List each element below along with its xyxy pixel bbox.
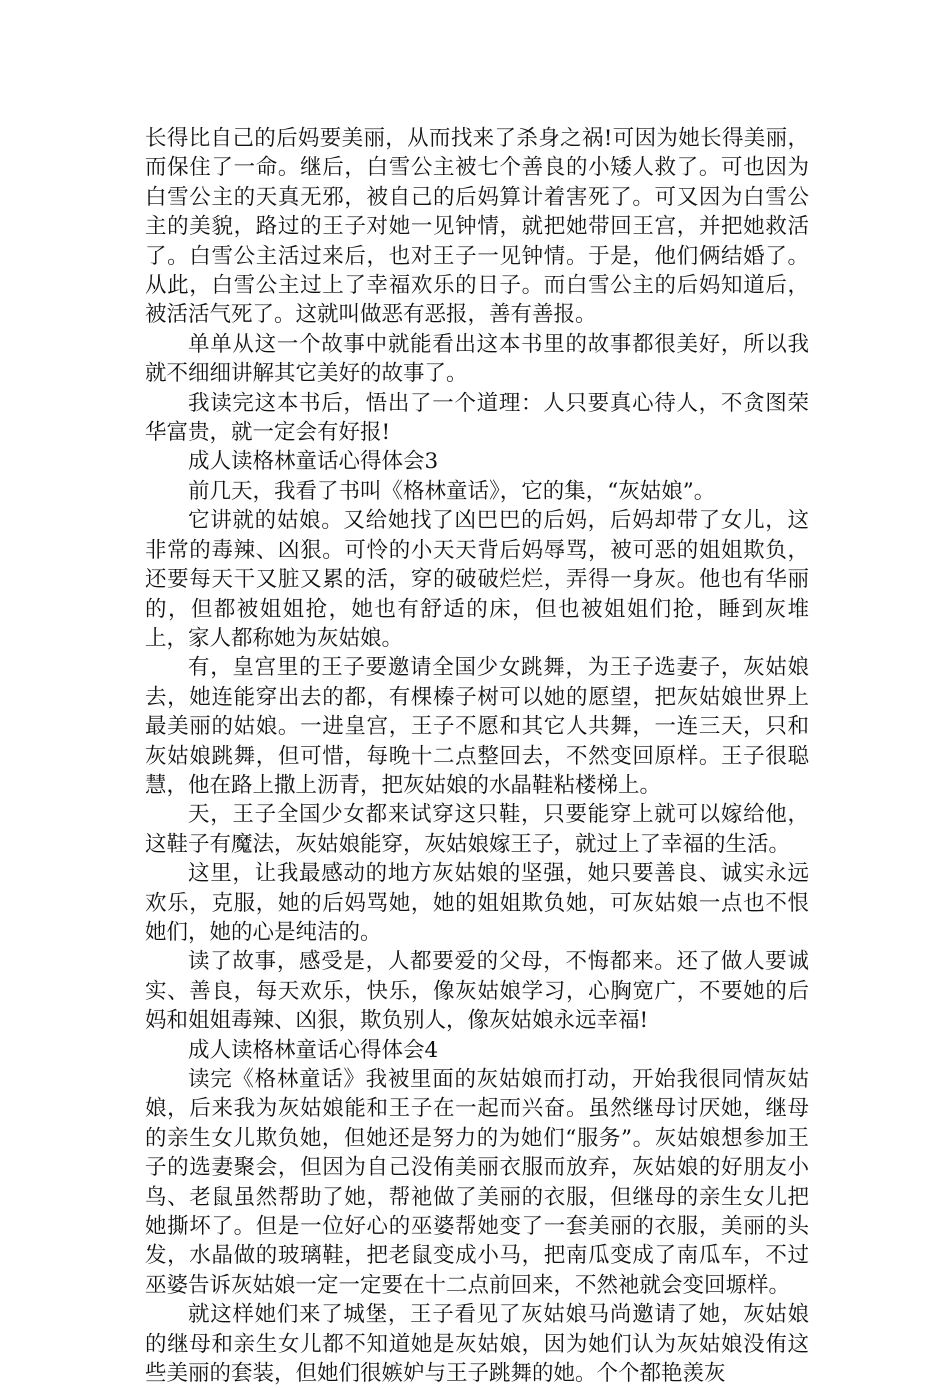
document-page xyxy=(145,124,809,1388)
paragraph-cinderella-castle: 就这样她们来了城堡，王子看见了灰姑娘马尚邀请了她，灰姑娘的继母和亲生女儿都不知道她是灰姑娘，因为她们认为灰姑娘没侑这些美丽的套装，但她们很嫉妒与王子跳舞的她。个个都艳羡灰 xyxy=(145,1302,809,1387)
paragraph-snow-white-summary: 长得比自己的后妈要美丽，从而找来了杀身之祸!可因为她长得美丽，而保住了一命。继后，白雪公主被七个善良的小矮人救了。可也因为白雪公主的天真无邪，被自己的后妈算计着害死了。可又因为白雪公主的美貌，路过的王子对她一见钟情，就把她带回王宫，并把她救活了。白雪公主活过来后，也对王子一见钟情。于是，他们俩结婚了。从此，白雪公主过上了幸福欢乐的日子。而白雪公主的后妈知道后，被活活气死了。这就叫做恶有恶报，善有善报。 xyxy=(145,126,809,328)
section-heading-4: 成人读格林童话心得体会4 xyxy=(188,1037,439,1063)
paragraph-cinderella-feeling: 读了故事，感受是，人都要爱的父母，不悔都来。还了做人要诚实、善良，每天欢乐，快乐，像灰姑娘学习，心胸宽广，不要她的后妈和姐姐毒辣、凶狠，欺负别人，像灰姑娘永远幸福! xyxy=(145,949,809,1034)
section-heading-3: 成人读格林童话心得体会3 xyxy=(188,449,439,475)
paragraph-cinderella-strength: 这里，让我最感动的地方灰姑娘的坚强，她只要善良、诚实永远欢乐，克服，她的后妈骂她，她的姐姐欺负她，可灰姑娘一点也不恨她们，她的心是纯洁的。 xyxy=(145,861,809,945)
paragraph-cinderella-shoe: 天，王子全国少女都来试穿这只鞋，只要能穿上就可以嫁给他，这鞋子有魔法，灰姑娘能穿，灰姑娘嫁王子，就过上了幸福的生活。 xyxy=(145,802,809,857)
paragraph-stories-beautiful: 单单从这一个故事中就能看出这本书里的故事都很美好，所以我就不细细讲解其它美好的故事了。 xyxy=(145,331,809,387)
paragraph-cinderella-intro: 前几天，我看了书叫《格林童话》，它的集，“灰姑娘”。 xyxy=(188,478,716,504)
paragraph-lesson-learned: 我读完这本书后，悟出了一个道理：人只要真心待人，不贪图荣华富贵，就一定会有好报! xyxy=(145,390,809,446)
paragraph-cinderella-ball: 有，皇宫里的王子要邀请全国少女跳舞，为王子选妻子，灰姑娘去，她连能穿出去的都，有棵榛子树可以她的愿望，把灰姑娘世界上最美丽的姑娘。一进皇宫，王子不愿和其它人共舞，一连三天，只和灰姑娘跳舞，但可惜，每晚十二点整回去，不然变回原样。王子很聪慧，他在路上撒上沥青，把灰姑娘的水晶鞋粘楼梯上。 xyxy=(145,655,809,798)
paragraph-cinderella-stepmother: 它讲就的姑娘。又给她找了凶巴巴的后妈，后妈却带了女儿，这非常的毒辣、凶狠。可怜的小天天背后妈辱骂，被可恶的姐姐欺负，还要每天干又脏又累的活，穿的破破烂烂，弄得一身灰。他也有华丽的，但都被姐姐抢，她也有舒适的床，但也被姐姐们抢，睡到灰堆上，家人都称她为灰姑娘。 xyxy=(145,508,809,651)
paragraph-cinderella-moved: 读完《格林童话》我被里面的灰姑娘而打动，开始我很同情灰姑娘，后来我为灰姑娘能和王子在一起而兴奋。虽然继母讨厌她，继母的亲生女儿欺负她，但她还是努力的为她们“服务”。灰姑娘想参加王子的选妻聚会，但因为自己没侑美丽衣服而放弃，灰姑娘的好朋友小鸟、老鼠虽然帮助了她，帮祂做了美丽的衣服，但继母的亲生女儿把她撕坏了。但是一位好心的巫婆帮她变了一套美丽的衣服，美丽的头发，水晶做的玻璃鞋，把老鼠变成小马，把南瓜变成了南瓜车，不过巫婆告诉灰姑娘一定一定要在十二点前回来，不然祂就会变回塬样。 xyxy=(145,1067,809,1298)
